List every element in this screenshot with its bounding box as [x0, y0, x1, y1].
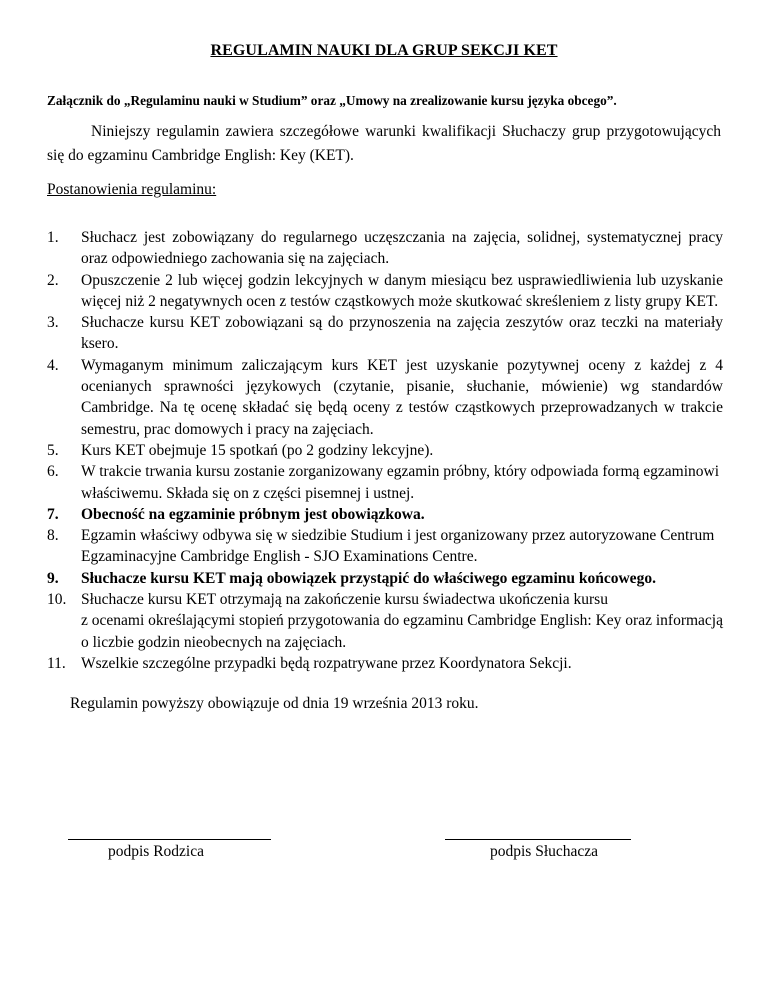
rule-text: Słuchacze kursu KET zobowiązani są do przynoszenia na zajęcia zeszytów oraz teczki na materiały ksero. — [81, 314, 723, 353]
rule-number: 4. — [47, 356, 59, 374]
parent-signature-label: podpis Rodzica — [108, 843, 204, 860]
intro-paragraph: Niniejszy regulamin zawiera szczegółowe warunki kwalifikacji Słuchaczy grup przygotowujących się do egzaminu Cambridge English: Key (KET). — [47, 123, 721, 164]
rule-text: Słuchacz jest zobowiązany do regularnego uczęszczania na zajęcia, solidnej, systematycznej pracy oraz odpowiedniego zachowania się na zajęciach. — [81, 229, 723, 268]
student-signature-label: podpis Słuchacza — [490, 843, 599, 860]
rule-item-3 — [47, 312, 723, 355]
rule-number: 3. — [47, 314, 59, 332]
rule-text: Kurs KET obejmuje 15 spotkań (po 2 godziny lekcyjne). — [81, 441, 434, 459]
rule-item-8 — [47, 525, 723, 568]
annex-note: Załącznik do „Regulaminu nauki w Studium” oraz „Umowy na zrealizowanie kursu języka obcego”. — [47, 93, 617, 108]
rule-item-7 — [47, 504, 723, 525]
rule-number: 5. — [47, 441, 59, 459]
rule-text: Egzamin właściwy odbywa się w siedzibie Studium i jest organizowany przez autoryzowane Centrum Egzaminacyjne Cambridge English - SJO Examinations Centre. — [81, 527, 715, 566]
rule-number: 6. — [47, 463, 59, 481]
effective-date: Regulamin powyższy obowiązuje od dnia 19 września 2013 roku. — [70, 695, 479, 712]
rule-number: 10. — [47, 591, 67, 609]
rule-number: 2. — [47, 271, 59, 289]
rule-text: Wszelkie szczególne przypadki będą rozpatrywane przez Koordynatora Sekcji. — [81, 654, 572, 672]
rule-item-9 — [47, 568, 723, 589]
parent-signature-line — [68, 839, 271, 840]
rule-number: 1. — [47, 229, 59, 246]
rule-text: Słuchacze kursu KET otrzymają na zakończenie kursu świadectwa ukończenia kursu — [81, 591, 608, 609]
rule-item-11 — [47, 653, 723, 674]
section-heading: Postanowienia regulaminu: — [47, 181, 217, 198]
rule-item-10 — [47, 589, 723, 653]
rule-item-6 — [47, 461, 723, 504]
rule-number: 11. — [47, 654, 66, 672]
rule-text: Obecność na egzaminie próbnym jest obowiązkowa. — [81, 505, 425, 523]
rule-text: Wymaganym minimum zaliczającym kurs KET jest uzyskanie pozytywnej oceny z każdej z 4 ocenianych sprawności językowych (czytanie, pisanie, słuchanie, mówienie) wg standardów Cambridge. Na tę ocenę składać się będą oceny z testów cząstkowych przeprowadzanych w trakcie semestru, prac domowych i pracy na zajęciach. — [81, 356, 723, 438]
rule-number: 8. — [47, 527, 59, 545]
rule-item-4 — [47, 355, 723, 440]
rule-text: Opuszczenie 2 lub więcej godzin lekcyjnych w danym miesiącu bez usprawiedliwienia lub uzyskanie więcej niż 2 negatywnych ocen z testów cząstkowych może skutkować skreśleniem z listy grupy KET. — [81, 271, 723, 310]
rule-text-continuation: z ocenami określającymi stopień przygotowania do egzaminu Cambridge English: Key oraz informacją o liczbie godzin nieobecnych na zajęciach. — [81, 612, 723, 651]
rule-item-1 — [47, 227, 723, 270]
rule-text: W trakcie trwania kursu zostanie zorganizowany egzamin próbny, który odpowiada formą egzaminowi właściwemu. Składa się on z części pisemnej i ustnej. — [81, 463, 720, 502]
rule-number: 7. — [47, 505, 59, 523]
rule-item-5 — [47, 440, 723, 461]
rule-item-2 — [47, 270, 723, 313]
student-signature-line — [445, 839, 631, 840]
rule-text: Słuchacze kursu KET mają obowiązek przystąpić do właściwego egzaminu końcowego. — [81, 569, 656, 587]
document-title: REGULAMIN NAUKI DLA GRUP SEKCJI KET — [210, 42, 558, 59]
rule-number: 9. — [47, 569, 59, 587]
rules-list — [47, 227, 723, 674]
